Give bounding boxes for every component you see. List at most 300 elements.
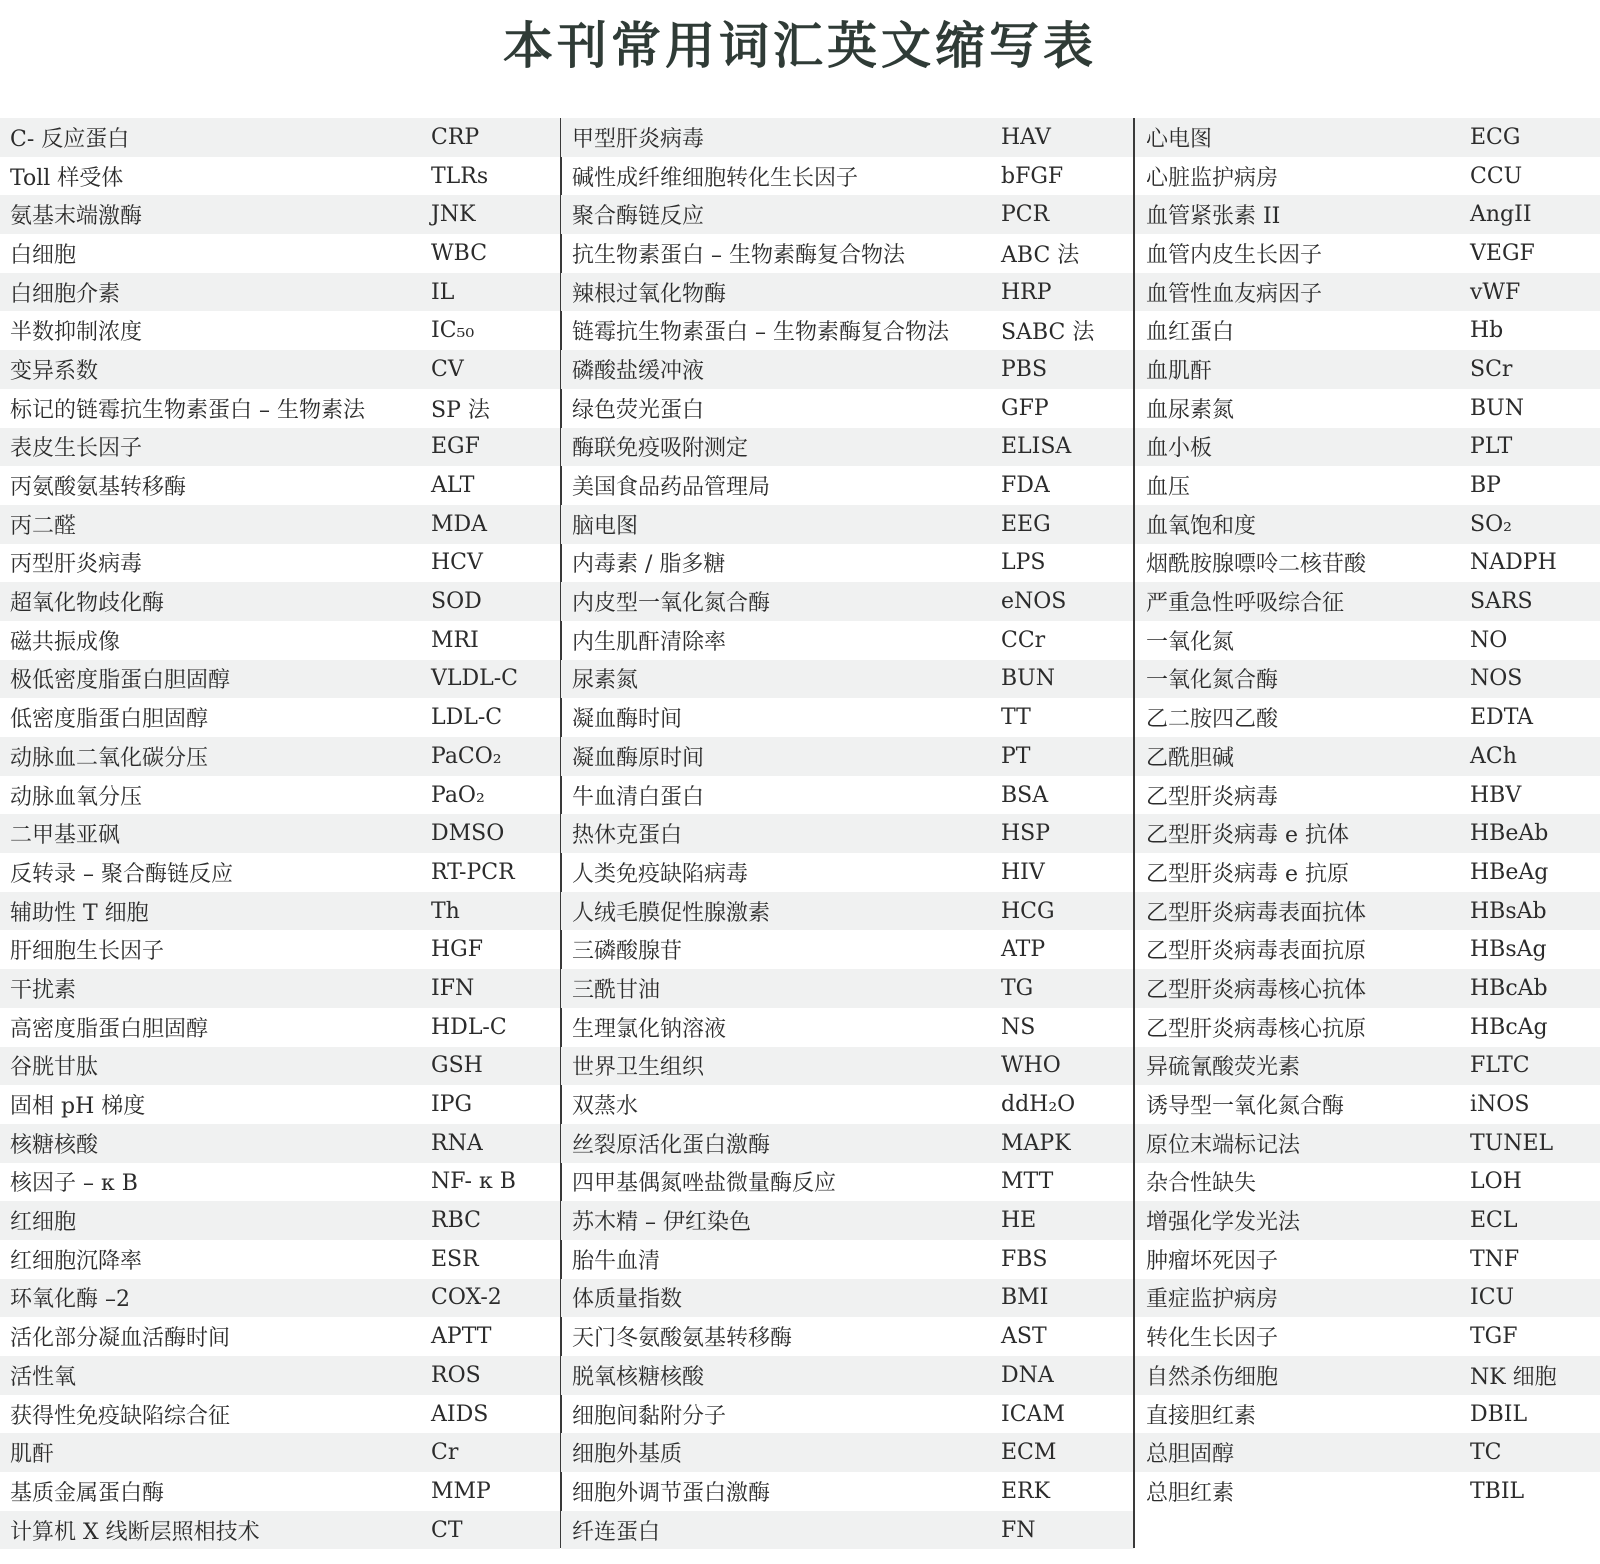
abbreviation-cell: ABC 法 <box>1001 242 1080 268</box>
term-cell: 四甲基偶氮唑盐微量酶反应 <box>572 1171 837 1197</box>
term-cell: 内毒素 / 脂多糖 <box>572 552 726 578</box>
term-cell: 脱氧核糖核酸 <box>572 1364 705 1390</box>
term-cell: 标记的链霉抗生物素蛋白 – 生物素法 <box>10 397 365 423</box>
term-cell: 热休克蛋白 <box>572 823 683 849</box>
abbreviation-cell: Cr <box>431 1440 459 1466</box>
table-row <box>1135 350 1600 389</box>
abbreviation-cell: SO₂ <box>1470 511 1512 537</box>
term-cell: 丙二醛 <box>10 513 77 539</box>
table-row <box>561 1433 1134 1472</box>
term-cell: 计算机 X 线断层照相技术 <box>10 1519 260 1545</box>
abbreviation-cell: HAV <box>1001 124 1051 150</box>
term-cell: 细胞间黏附分子 <box>572 1403 727 1429</box>
table-row <box>1135 1433 1600 1472</box>
abbreviation-cell: RBC <box>431 1208 481 1234</box>
abbreviation-cell: HBV <box>1470 782 1522 808</box>
table-row <box>1135 1279 1600 1318</box>
term-cell: 活性氧 <box>10 1364 77 1390</box>
abbreviation-cell: CT <box>431 1517 463 1543</box>
abbreviation-cell: FBS <box>1001 1246 1048 1272</box>
abbreviation-cell: SARS <box>1470 589 1533 615</box>
table-row <box>0 1201 560 1240</box>
abbreviation-cell: EGF <box>431 434 480 460</box>
table-row <box>0 1511 560 1550</box>
table-row <box>1135 737 1600 776</box>
abbreviation-cell: ICAM <box>1001 1401 1065 1427</box>
table-row <box>561 776 1134 815</box>
table-row <box>561 1279 1134 1318</box>
term-cell: 自然杀伤细胞 <box>1146 1364 1279 1390</box>
table-row <box>1135 505 1600 544</box>
term-cell: 人绒毛膜促性腺激素 <box>572 900 771 926</box>
abbreviation-cell: vWF <box>1470 279 1521 305</box>
table-row <box>561 582 1134 621</box>
term-cell: 烟酰胺腺嘌呤二核苷酸 <box>1146 552 1367 578</box>
abbreviation-cell: NS <box>1001 1014 1036 1040</box>
abbreviation-cell: BUN <box>1470 395 1524 421</box>
term-cell: 乙型肝炎病毒 <box>1146 784 1279 810</box>
table-row <box>0 1433 560 1472</box>
abbreviation-cell: EDTA <box>1470 705 1534 731</box>
abbreviation-cell: eNOS <box>1001 589 1067 615</box>
abbreviation-cell: HBsAg <box>1470 937 1547 963</box>
term-cell: 内生肌酐清除率 <box>572 629 727 655</box>
table-row <box>0 776 560 815</box>
abbreviation-cell: NF- κ B <box>431 1169 516 1195</box>
term-cell: 肌酐 <box>10 1442 55 1468</box>
term-cell: 磁共振成像 <box>10 629 121 655</box>
table-row <box>561 1047 1134 1086</box>
term-cell: 血尿素氮 <box>1146 397 1235 423</box>
table-row <box>1135 1008 1600 1047</box>
term-cell: 原位末端标记法 <box>1146 1132 1301 1158</box>
abbreviation-cell: BMI <box>1001 1285 1049 1311</box>
abbreviation-cell: HCG <box>1001 898 1055 924</box>
table-row <box>561 660 1134 699</box>
table-row <box>1135 621 1600 660</box>
abbreviation-cell: NOS <box>1470 666 1523 692</box>
table-row <box>561 1472 1134 1511</box>
abbreviation-cell: AST <box>1001 1324 1047 1350</box>
abbreviation-cell: TBIL <box>1470 1478 1525 1504</box>
table-row <box>1135 389 1600 428</box>
abbreviation-cell: iNOS <box>1470 1092 1530 1118</box>
abbreviation-cell: BUN <box>1001 666 1055 692</box>
table-row <box>0 1124 560 1163</box>
abbreviation-cell: LDL-C <box>431 705 503 731</box>
abbreviation-cell: IFN <box>431 975 475 1001</box>
table-row <box>0 273 560 312</box>
table-row <box>1135 1472 1600 1511</box>
table-row <box>561 969 1134 1008</box>
abbreviation-cell: SOD <box>431 589 482 615</box>
table-row <box>1135 1163 1600 1202</box>
term-cell: 甲型肝炎病毒 <box>572 126 705 152</box>
abbreviation-cell: ACh <box>1470 743 1517 769</box>
table-row <box>1135 698 1600 737</box>
abbreviation-cell: FDA <box>1001 473 1050 499</box>
term-cell: 丝裂原活化蛋白激酶 <box>572 1132 771 1158</box>
term-cell: 血氧饱和度 <box>1146 513 1257 539</box>
table-column-3 <box>1135 118 1600 1548</box>
table-row <box>561 118 1134 157</box>
table-row <box>0 737 560 776</box>
table-row <box>1135 234 1600 273</box>
term-cell: 凝血酶原时间 <box>572 745 705 771</box>
term-cell: 一氧化氮合酶 <box>1146 668 1279 694</box>
table-row <box>1135 544 1600 583</box>
term-cell: 极低密度脂蛋白胆固醇 <box>10 668 231 694</box>
abbreviation-cell: ECM <box>1001 1440 1057 1466</box>
abbreviation-cell: ESR <box>431 1246 479 1272</box>
abbreviation-cell: HBsAb <box>1470 898 1547 924</box>
term-cell: 聚合酶链反应 <box>572 204 705 230</box>
abbreviation-cell: CCU <box>1470 163 1523 189</box>
term-cell: 磷酸盐缓冲液 <box>572 358 705 384</box>
table-row <box>561 621 1134 660</box>
abbreviation-cell: VEGF <box>1470 240 1535 266</box>
table-row <box>561 892 1134 931</box>
abbreviation-cell: EEG <box>1001 511 1051 537</box>
table-row <box>0 1047 560 1086</box>
term-cell: 乙型肝炎病毒 e 抗原 <box>1146 861 1350 887</box>
abbreviation-cell: MMP <box>431 1478 491 1504</box>
term-cell: 链霉抗生物素蛋白 – 生物素酶复合物法 <box>572 320 949 346</box>
table-row <box>1135 1240 1600 1279</box>
term-cell: 乙酰胆碱 <box>1146 745 1235 771</box>
abbreviation-cell: NO <box>1470 627 1508 653</box>
term-cell: 细胞外基质 <box>572 1442 683 1468</box>
abbreviation-cell: JNK <box>431 202 476 228</box>
table-row <box>0 853 560 892</box>
abbreviation-cell: PCR <box>1001 202 1050 228</box>
term-cell: 白细胞介素 <box>10 281 121 307</box>
table-row <box>1135 311 1600 350</box>
table-row <box>0 389 560 428</box>
table-row <box>0 1163 560 1202</box>
table-row <box>561 234 1134 273</box>
table-row <box>0 1008 560 1047</box>
abbreviation-cell: ROS <box>431 1362 481 1388</box>
table-row <box>0 234 560 273</box>
abbreviation-cell: TNF <box>1470 1246 1520 1272</box>
table-row <box>1135 1395 1600 1434</box>
abbreviation-cell: bFGF <box>1001 163 1064 189</box>
term-cell: 乙型肝炎病毒表面抗原 <box>1146 939 1367 965</box>
abbreviation-cell: PaCO₂ <box>431 743 502 769</box>
term-cell: 天门冬氨酸氨基转移酶 <box>572 1326 793 1352</box>
term-cell: 环氧化酶 –2 <box>10 1287 130 1313</box>
table-row <box>0 1472 560 1511</box>
term-cell: 心脏监护病房 <box>1146 165 1279 191</box>
term-cell: 活化部分凝血活酶时间 <box>10 1326 231 1352</box>
abbreviation-cell: DNA <box>1001 1362 1054 1388</box>
abbreviation-cell: TG <box>1001 975 1034 1001</box>
abbreviation-cell: CV <box>431 356 464 382</box>
term-cell: 动脉血氧分压 <box>10 784 143 810</box>
abbreviation-cell: AngII <box>1470 202 1532 228</box>
term-cell: 血管性血友病因子 <box>1146 281 1323 307</box>
term-cell: 辅助性 T 细胞 <box>10 900 149 926</box>
term-cell: C- 反应蛋白 <box>10 126 130 152</box>
abbreviation-cell: ECG <box>1470 124 1521 150</box>
table-row <box>0 930 560 969</box>
abbreviation-cell: CCr <box>1001 627 1046 653</box>
table-row <box>1135 1201 1600 1240</box>
table-row <box>561 1395 1134 1434</box>
abbreviation-cell: PLT <box>1470 434 1513 460</box>
term-cell: 红细胞 <box>10 1210 77 1236</box>
term-cell: 二甲基亚砜 <box>10 823 121 849</box>
table-row <box>0 466 560 505</box>
table-row <box>0 505 560 544</box>
abbreviation-cell: MAPK <box>1001 1130 1071 1156</box>
table-row <box>561 737 1134 776</box>
abbreviation-cell: ATP <box>1001 937 1046 963</box>
term-cell: 乙型肝炎病毒核心抗原 <box>1146 1016 1367 1042</box>
abbreviation-cell: TC <box>1470 1440 1502 1466</box>
term-cell: 体质量指数 <box>572 1287 683 1313</box>
term-cell: 凝血酶时间 <box>572 707 683 733</box>
table-row <box>561 466 1134 505</box>
abbreviation-cell: HDL-C <box>431 1014 507 1040</box>
term-cell: 抗生物素蛋白 – 生物素酶复合物法 <box>572 242 905 268</box>
abbreviation-cell: FLTC <box>1470 1053 1530 1079</box>
term-cell: 辣根过氧化物酶 <box>572 281 727 307</box>
term-cell: 高密度脂蛋白胆固醇 <box>10 1016 209 1042</box>
term-cell: 世界卫生组织 <box>572 1055 705 1081</box>
term-cell: 转化生长因子 <box>1146 1326 1279 1352</box>
table-row <box>0 350 560 389</box>
table-row <box>0 1317 560 1356</box>
abbreviation-cell: RT-PCR <box>431 859 515 885</box>
term-cell: 细胞外调节蛋白激酶 <box>572 1480 771 1506</box>
abbreviation-cell: IC₅₀ <box>431 318 475 344</box>
table-row <box>1135 1124 1600 1163</box>
term-cell: 牛血清白蛋白 <box>572 784 705 810</box>
table-row <box>1135 273 1600 312</box>
abbreviation-cell: IPG <box>431 1092 473 1118</box>
table-row <box>0 428 560 467</box>
term-cell: 双蒸水 <box>572 1094 639 1120</box>
term-cell: 反转录 – 聚合酶链反应 <box>10 861 233 887</box>
table-column-1 <box>0 118 560 1548</box>
page-title: 本刊常用词汇英文缩写表 <box>503 17 1097 75</box>
abbreviation-cell: HGF <box>431 937 484 963</box>
abbreviation-cell: RNA <box>431 1130 483 1156</box>
term-cell: 血红蛋白 <box>1146 320 1235 346</box>
table-row <box>561 195 1134 234</box>
abbreviation-cell: Th <box>431 898 460 924</box>
term-cell: 红细胞沉降率 <box>10 1248 143 1274</box>
table-row <box>1135 118 1600 157</box>
table-row <box>561 428 1134 467</box>
term-cell: 绿色荧光蛋白 <box>572 397 705 423</box>
term-cell: 直接胆红素 <box>1146 1403 1257 1429</box>
abbreviation-cell: ALT <box>431 473 475 499</box>
table-row <box>0 1085 560 1124</box>
term-cell: 内皮型一氧化氮合酶 <box>572 591 771 617</box>
table-row <box>1135 814 1600 853</box>
abbreviation-cell: APTT <box>431 1324 492 1350</box>
abbreviation-cell: FN <box>1001 1517 1036 1543</box>
table-row <box>0 157 560 196</box>
abbreviation-cell: MDA <box>431 511 488 537</box>
term-cell: 异硫氰酸荧光素 <box>1146 1055 1301 1081</box>
table-row <box>561 930 1134 969</box>
term-cell: 增强化学发光法 <box>1146 1210 1301 1236</box>
term-cell: 获得性免疫缺陷综合征 <box>10 1403 231 1429</box>
table-row <box>561 814 1134 853</box>
table-row <box>561 1008 1134 1047</box>
table-row <box>0 698 560 737</box>
term-cell: 总胆红素 <box>1146 1480 1235 1506</box>
table-row <box>0 195 560 234</box>
abbreviation-cell: GSH <box>431 1053 483 1079</box>
term-cell: 表皮生长因子 <box>10 436 143 462</box>
term-cell: 人类免疫缺陷病毒 <box>572 861 749 887</box>
term-cell: 脑电图 <box>572 513 639 539</box>
term-cell: Toll 样受体 <box>10 165 124 191</box>
term-cell: 严重急性呼吸综合征 <box>1146 591 1345 617</box>
abbreviation-cell: DMSO <box>431 821 505 847</box>
abbreviation-cell: LPS <box>1001 550 1046 576</box>
term-cell: 血小板 <box>1146 436 1213 462</box>
table-row <box>1135 853 1600 892</box>
abbreviation-cell: SP 法 <box>431 397 490 423</box>
abbreviation-cell: TT <box>1001 705 1031 731</box>
abbreviation-table <box>0 118 1600 1564</box>
table-row <box>1135 892 1600 931</box>
abbreviation-cell: HRP <box>1001 279 1052 305</box>
table-row <box>0 1279 560 1318</box>
term-cell: 固相 pH 梯度 <box>10 1094 146 1120</box>
table-row <box>561 1085 1134 1124</box>
abbreviation-cell: SABC 法 <box>1001 320 1095 346</box>
abbreviation-cell: HBeAg <box>1470 859 1549 885</box>
term-cell: 丙氨酸氨基转移酶 <box>10 475 187 501</box>
term-cell: 一氧化氮 <box>1146 629 1235 655</box>
term-cell: 三酰甘油 <box>572 977 661 1003</box>
table-row <box>1135 157 1600 196</box>
table-row <box>0 1395 560 1434</box>
table-row <box>1135 660 1600 699</box>
abbreviation-cell: TGF <box>1470 1324 1518 1350</box>
term-cell: 总胆固醇 <box>1146 1442 1235 1468</box>
abbreviation-cell: HIV <box>1001 859 1045 885</box>
abbreviation-cell: BSA <box>1001 782 1049 808</box>
term-cell: 低密度脂蛋白胆固醇 <box>10 707 209 733</box>
table-row <box>1135 466 1600 505</box>
table-row <box>0 544 560 583</box>
abbreviation-cell: ECL <box>1470 1208 1518 1234</box>
abbreviation-cell: NK 细胞 <box>1470 1364 1557 1390</box>
term-cell: 诱导型一氧化氮合酶 <box>1146 1094 1345 1120</box>
abbreviation-cell: WHO <box>1001 1053 1061 1079</box>
table-row <box>561 1511 1134 1550</box>
term-cell: 乙型肝炎病毒 e 抗体 <box>1146 823 1350 849</box>
abbreviation-cell: ICU <box>1470 1285 1515 1311</box>
abbreviation-cell: CRP <box>431 124 480 150</box>
term-cell: 肝细胞生长因子 <box>10 939 165 965</box>
table-row <box>1135 930 1600 969</box>
table-row <box>0 814 560 853</box>
term-cell: 美国食品药品管理局 <box>572 475 771 501</box>
table-row <box>1135 1356 1600 1395</box>
term-cell: 变异系数 <box>10 358 99 384</box>
term-cell: 超氧化物歧化酶 <box>10 591 165 617</box>
term-cell: 乙二胺四乙酸 <box>1146 707 1279 733</box>
table-row <box>0 582 560 621</box>
abbreviation-cell: NADPH <box>1470 550 1557 576</box>
table-row <box>561 853 1134 892</box>
table-row <box>1135 1047 1600 1086</box>
term-cell: 杂合性缺失 <box>1146 1171 1257 1197</box>
term-cell: 碱性成纤维细胞转化生长因子 <box>572 165 859 191</box>
term-cell: 乙型肝炎病毒表面抗体 <box>1146 900 1367 926</box>
table-row <box>561 350 1134 389</box>
abbreviation-cell: TUNEL <box>1470 1130 1554 1156</box>
abbreviation-cell: ERK <box>1001 1478 1051 1504</box>
table-row <box>1135 969 1600 1008</box>
term-cell: 纤连蛋白 <box>572 1519 661 1545</box>
abbreviation-cell: COX-2 <box>431 1285 502 1311</box>
term-cell: 基质金属蛋白酶 <box>10 1480 165 1506</box>
term-cell: 酶联免疫吸附测定 <box>572 436 749 462</box>
table-row <box>0 1240 560 1279</box>
table-row <box>561 1163 1134 1202</box>
term-cell: 氨基末端激酶 <box>10 204 143 230</box>
table-row <box>561 505 1134 544</box>
abbreviation-cell: HBeAb <box>1470 821 1549 847</box>
term-cell: 血管紧张素 II <box>1146 204 1281 230</box>
abbreviation-cell: LOH <box>1470 1169 1522 1195</box>
table-row <box>1135 195 1600 234</box>
term-cell: 白细胞 <box>10 242 77 268</box>
table-row <box>561 698 1134 737</box>
abbreviation-cell: GFP <box>1001 395 1049 421</box>
table-row <box>561 157 1134 196</box>
table-row <box>0 892 560 931</box>
abbreviation-cell: MRI <box>431 627 479 653</box>
term-cell: 尿素氮 <box>572 668 639 694</box>
abbreviation-cell: VLDL-C <box>431 666 519 692</box>
table-row <box>0 969 560 1008</box>
term-cell: 血肌酐 <box>1146 358 1213 384</box>
abbreviation-cell: MTT <box>1001 1169 1054 1195</box>
abbreviation-cell: Hb <box>1470 318 1504 344</box>
table-row <box>561 389 1134 428</box>
table-row <box>561 1317 1134 1356</box>
table-row <box>0 311 560 350</box>
abbreviation-cell: PaO₂ <box>431 782 485 808</box>
abbreviation-cell: PBS <box>1001 356 1048 382</box>
abbreviation-cell: HCV <box>431 550 483 576</box>
table-row <box>1135 1085 1600 1124</box>
term-cell: 谷胱甘肽 <box>10 1055 99 1081</box>
abbreviation-cell: WBC <box>431 240 488 266</box>
table-row <box>1135 776 1600 815</box>
term-cell: 半数抑制浓度 <box>10 320 143 346</box>
term-cell: 重症监护病房 <box>1146 1287 1279 1313</box>
abbreviation-cell: TLRs <box>431 163 489 189</box>
abbreviation-cell: SCr <box>1470 356 1513 382</box>
term-cell: 生理氯化钠溶液 <box>572 1016 727 1042</box>
abbreviation-cell: IL <box>431 279 455 305</box>
table-row <box>561 1240 1134 1279</box>
abbreviation-cell: BP <box>1470 473 1501 499</box>
term-cell: 丙型肝炎病毒 <box>10 552 143 578</box>
